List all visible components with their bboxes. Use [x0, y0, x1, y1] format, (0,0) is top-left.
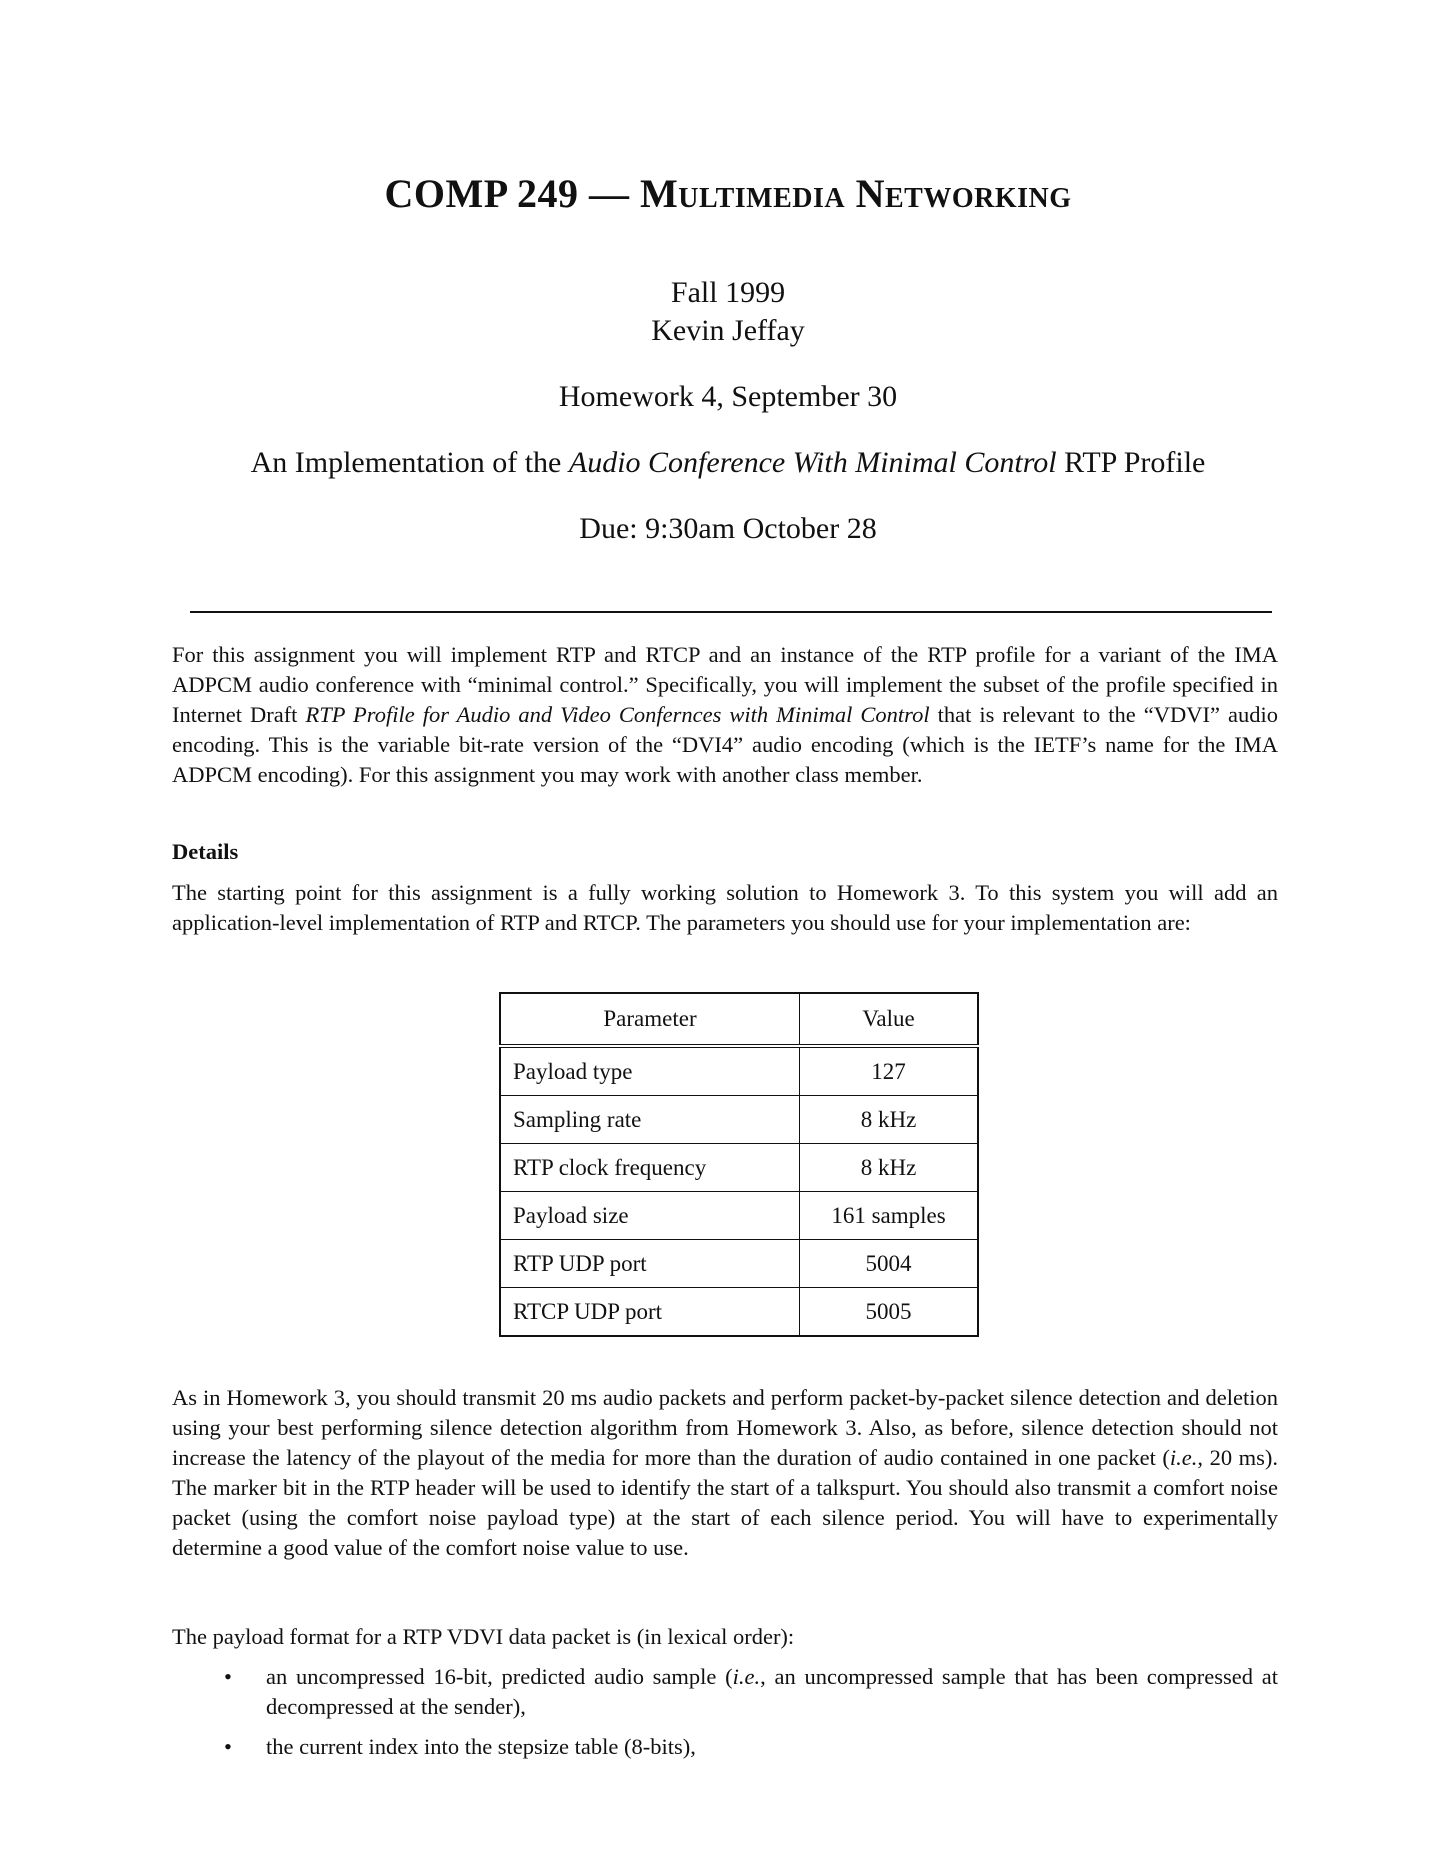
intro-draft-title: RTP Profile for Audio and Video Confernces with Minimal Control: [305, 702, 930, 727]
intro-text-2: that is relevant to the “VDVI” audio encoding. This is the variable bit-rate version of the “DVI4” audio encoding (which is the IETF’s name for the IMA ADPCM encoding). For this assignment you may work with another class member.: [172, 702, 1279, 787]
parameters-table: [499, 992, 979, 1337]
course-title: [0, 170, 1456, 217]
horizontal-rule: [190, 611, 1272, 613]
term: Fall 1999: [670, 276, 786, 309]
table-row: [500, 1192, 978, 1240]
value-cell: 8 kHz: [800, 1144, 979, 1192]
assignment-subtitle: [0, 446, 1456, 480]
silence-paragraph: [172, 1383, 1278, 1563]
details-heading: Details: [172, 839, 239, 864]
table-row: [500, 1096, 978, 1144]
silence-text-1: As in Homework 3, you should transmit 20 ms audio packets and perform packet-by-packet silence detection and deletion using your best performing silence detection algorithm from Homework 3. Also, as before, silence detection should not increase the latency of the playout of the media for more than the duration of audio contained in one packet (: [172, 1385, 1278, 1470]
subtitle-pre: An Implementation of the: [250, 446, 569, 479]
value-cell: 5005: [800, 1288, 979, 1337]
payload-intro: The payload format for a RTP VDVI data packet is (in lexical order):: [172, 1624, 795, 1649]
subtitle-post: RTP Profile: [1056, 446, 1206, 479]
table-row: [500, 1144, 978, 1192]
bullet-text-pre: an uncompressed 16-bit, predicted audio sample (: [266, 1664, 733, 1689]
bullet-text-post: , an uncompressed sample that has been compressed at decompressed at the sender),: [266, 1664, 1278, 1719]
course-number: COMP 249 —: [384, 171, 640, 216]
silence-ie: i.e.: [1169, 1445, 1198, 1470]
intro-paragraph: [172, 640, 1278, 790]
param-cell: Payload type: [500, 1046, 800, 1096]
header-value: Value: [800, 993, 979, 1046]
details-paragraph: The starting point for this assignment is a fully working solution to Homework 3. To this system you will add an application-level implementation of RTP and RTCP. The parameters you should use for your implementation are:: [172, 880, 1278, 935]
param-cell: RTCP UDP port: [500, 1288, 800, 1337]
course-name: Multimedia Networking: [639, 171, 1072, 216]
param-cell: Payload size: [500, 1192, 800, 1240]
header-parameter: Parameter: [500, 993, 800, 1046]
due-date: Due: 9:30am October 28: [579, 512, 877, 545]
bullet-icon: •: [224, 1664, 232, 1689]
value-cell: 8 kHz: [800, 1096, 979, 1144]
subtitle-emphasis: Audio Conference With Minimal Control: [568, 446, 1057, 479]
value-cell: 5004: [800, 1240, 979, 1288]
value-cell: 127: [800, 1046, 979, 1096]
bullet-text: the current index into the stepsize table (8-bits),: [266, 1734, 696, 1759]
param-cell: RTP clock frequency: [500, 1144, 800, 1192]
instructor: Kevin Jeffay: [651, 314, 805, 347]
param-cell: Sampling rate: [500, 1096, 800, 1144]
value-cell: 161 samples: [800, 1192, 979, 1240]
table-row: [500, 1046, 978, 1096]
intro-text-1: For this assignment you will implement RTP and RTCP and an instance of the RTP profile for a variant of the IMA ADPCM audio conference with “minimal control.” Specifically, you will implement the subset of the profile specified in Internet Draft: [172, 642, 1278, 727]
table-header-row: [500, 993, 978, 1046]
homework-label: Homework 4, September 30: [558, 380, 898, 413]
table-row: [500, 1240, 978, 1288]
payload-list: [172, 1662, 1278, 1772]
list-item: [172, 1732, 1278, 1762]
bullet-icon: •: [224, 1734, 232, 1759]
list-item: [172, 1662, 1278, 1722]
table-row: [500, 1288, 978, 1337]
param-cell: RTP UDP port: [500, 1240, 800, 1288]
silence-text-2: , 20 ms). The marker bit in the RTP header will be used to identify the start of a talkspurt. You should also transmit a comfort noise packet (using the comfort noise payload type) at the start of each silence period. You will have to experimentally determine a good value of the comfort noise value to use.: [172, 1445, 1278, 1560]
bullet-ie: i.e.: [732, 1664, 761, 1689]
